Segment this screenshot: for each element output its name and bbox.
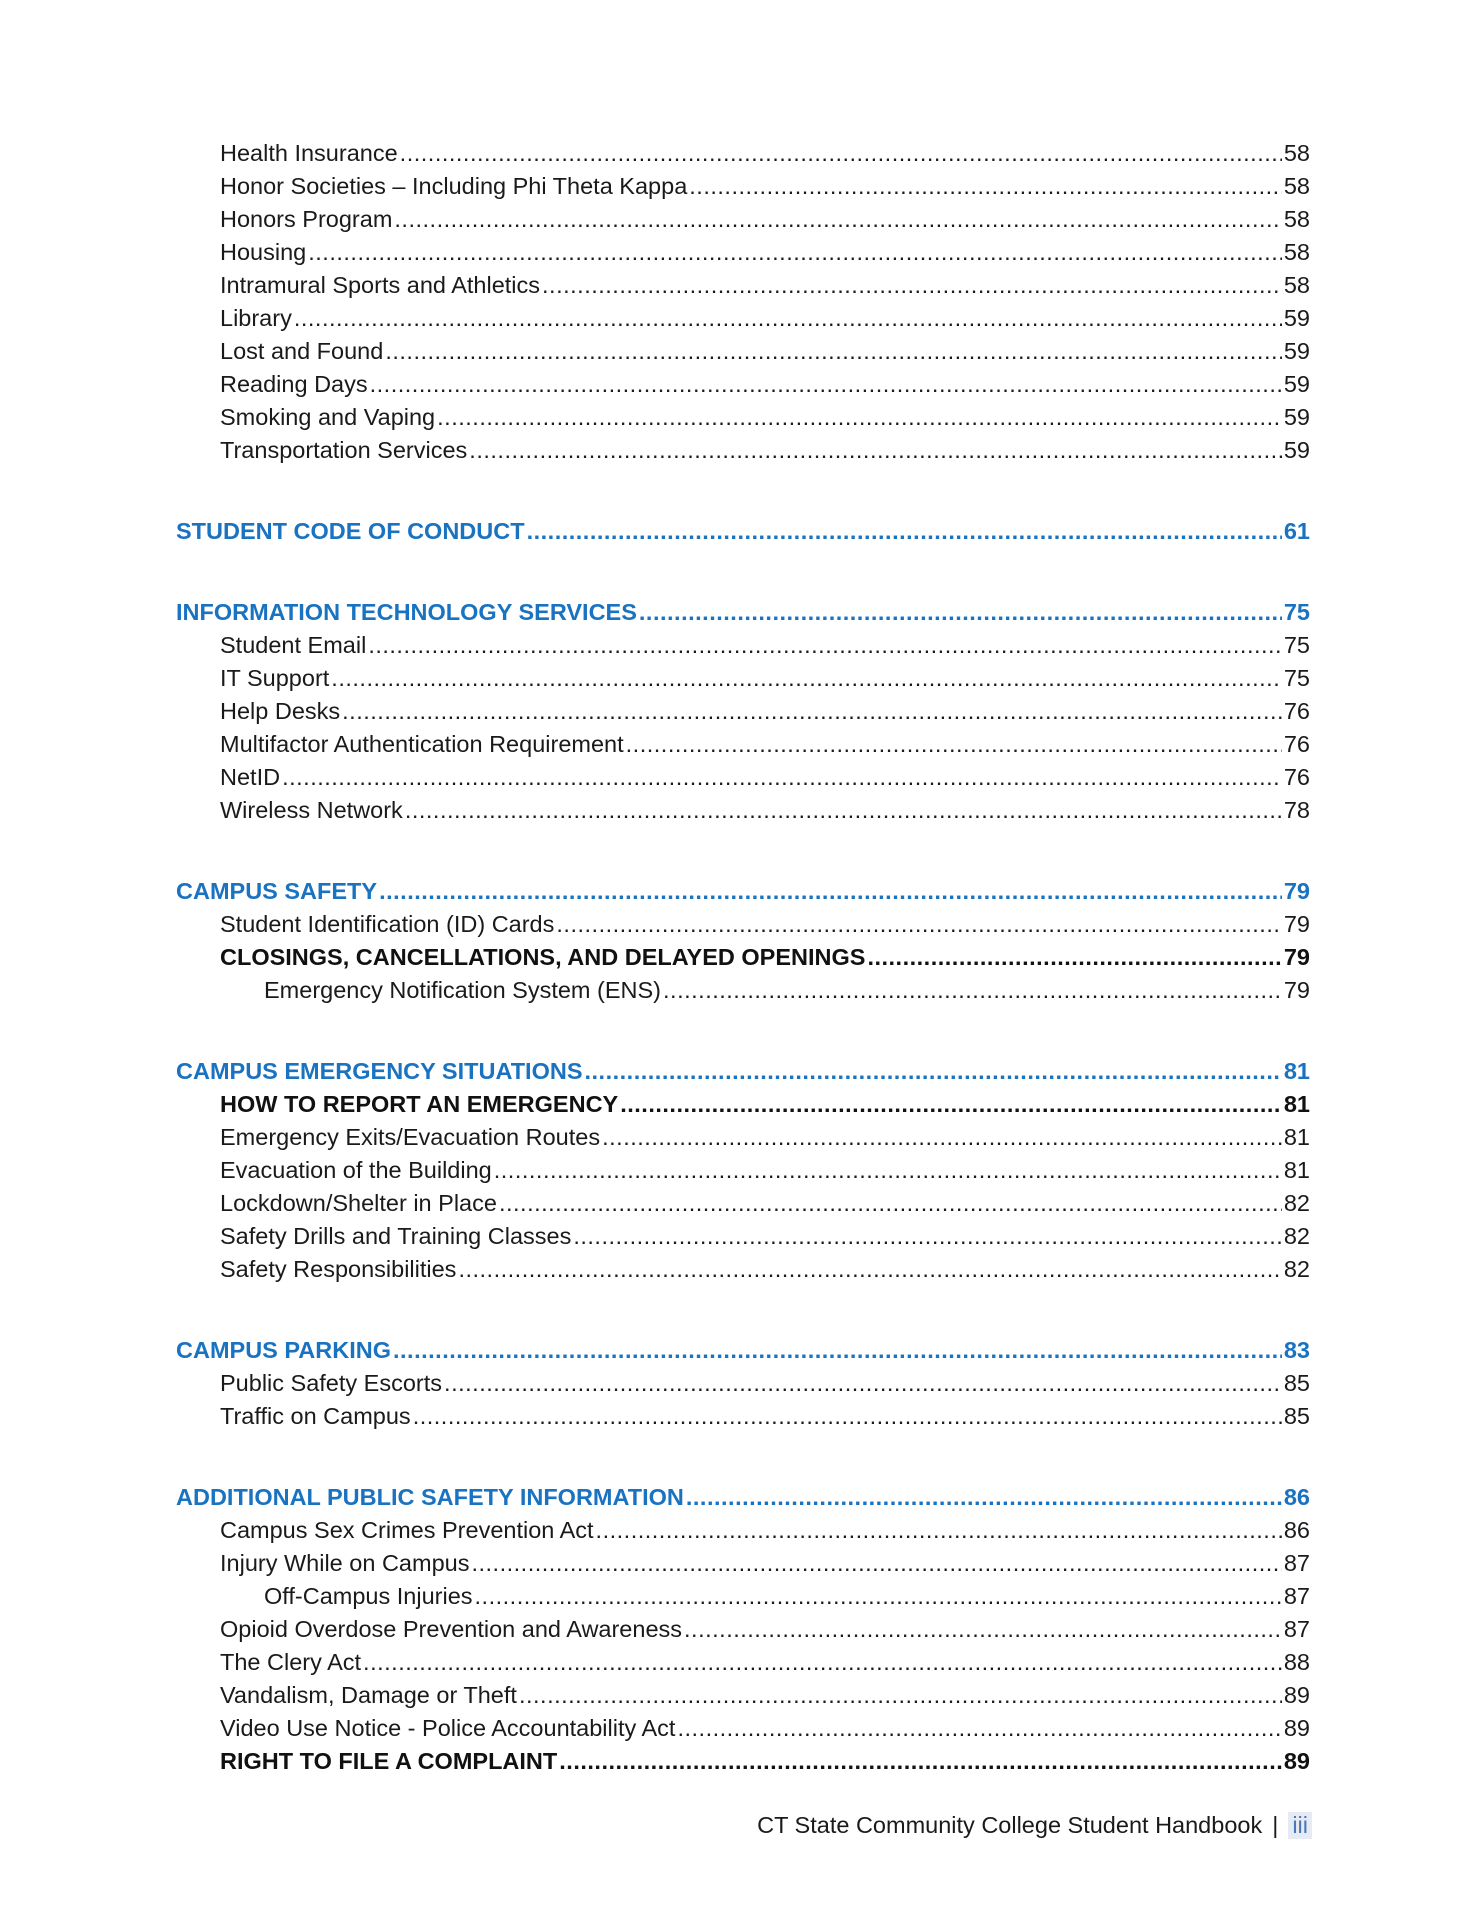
toc-row[interactable] bbox=[220, 170, 1310, 203]
dot-leader bbox=[663, 974, 1282, 1007]
toc-row[interactable] bbox=[220, 695, 1310, 728]
toc-entry[interactable] bbox=[0, 974, 1484, 1007]
toc-page-number: 79 bbox=[1283, 911, 1310, 937]
toc-page-number: 83 bbox=[1283, 1337, 1310, 1363]
toc-entry-label: CLOSINGS, CANCELLATIONS, AND DELAYED OPENINGS bbox=[220, 944, 866, 970]
dot-leader bbox=[458, 1253, 1281, 1286]
toc-page-number: 59 bbox=[1283, 338, 1310, 364]
toc-page-number: 81 bbox=[1283, 1157, 1310, 1183]
toc-row[interactable] bbox=[220, 368, 1310, 401]
dot-leader bbox=[363, 1646, 1282, 1679]
toc-entry-label: Opioid Overdose Prevention and Awareness bbox=[220, 1616, 683, 1642]
toc-page-number: 58 bbox=[1283, 206, 1310, 232]
toc-entry[interactable] bbox=[0, 1154, 1484, 1187]
dot-leader bbox=[400, 137, 1282, 170]
dot-leader bbox=[499, 1187, 1282, 1220]
dot-leader bbox=[413, 1400, 1282, 1433]
toc-entry-label: INFORMATION TECHNOLOGY SERVICES bbox=[176, 599, 637, 625]
toc-section-heading[interactable] bbox=[0, 875, 1484, 908]
dot-leader bbox=[368, 629, 1282, 662]
toc-row[interactable] bbox=[176, 596, 1310, 629]
dot-leader bbox=[494, 1154, 1282, 1187]
toc-row[interactable] bbox=[220, 335, 1310, 368]
toc-row[interactable] bbox=[220, 1187, 1310, 1220]
dot-leader bbox=[602, 1121, 1282, 1154]
toc-entry-label: Student Identification (ID) Cards bbox=[220, 911, 555, 937]
toc-row[interactable] bbox=[220, 1712, 1310, 1745]
toc-entry[interactable] bbox=[0, 1187, 1484, 1220]
toc-page-number: 59 bbox=[1283, 404, 1310, 430]
toc-entry-label: Safety Responsibilities bbox=[220, 1256, 457, 1282]
dot-leader bbox=[626, 728, 1282, 761]
toc-entry-label: Intramural Sports and Athletics bbox=[220, 272, 541, 298]
toc-section-heading[interactable] bbox=[0, 1334, 1484, 1367]
toc-row[interactable] bbox=[220, 1253, 1310, 1286]
toc-page-number: 76 bbox=[1283, 764, 1310, 790]
dot-leader bbox=[542, 269, 1282, 302]
toc-page-number: 58 bbox=[1283, 239, 1310, 265]
toc-entry-label: Traffic on Campus bbox=[220, 1403, 411, 1429]
toc-entry-label: Transportation Services bbox=[220, 437, 468, 463]
toc-entry-label: Health Insurance bbox=[220, 140, 398, 166]
dot-leader bbox=[444, 1367, 1282, 1400]
toc-page-number: 78 bbox=[1283, 797, 1310, 823]
toc-entry[interactable] bbox=[0, 1220, 1484, 1253]
toc-row[interactable] bbox=[176, 1334, 1310, 1367]
toc-row[interactable] bbox=[220, 203, 1310, 236]
footer-separator: | bbox=[1272, 1812, 1279, 1838]
toc-entry-label: Multifactor Authentication Requirement bbox=[220, 731, 624, 757]
toc-entry[interactable] bbox=[0, 1547, 1484, 1580]
dot-leader bbox=[585, 1055, 1282, 1088]
toc-row[interactable] bbox=[176, 1055, 1310, 1088]
toc-entry-label: Video Use Notice - Police Accountability Act bbox=[220, 1715, 676, 1741]
toc-page-number: 59 bbox=[1283, 371, 1310, 397]
toc-entry-label: HOW TO REPORT AN EMERGENCY bbox=[220, 1091, 619, 1117]
toc-page-number: 87 bbox=[1283, 1616, 1310, 1642]
dot-leader bbox=[331, 662, 1282, 695]
toc-entry[interactable] bbox=[0, 302, 1484, 335]
toc-row[interactable] bbox=[220, 1400, 1310, 1433]
dot-leader bbox=[385, 335, 1282, 368]
toc-row[interactable] bbox=[220, 1154, 1310, 1187]
toc-page-number: 86 bbox=[1283, 1517, 1310, 1543]
toc-entry-label: NetID bbox=[220, 764, 281, 790]
toc-entry[interactable] bbox=[0, 629, 1484, 662]
toc-page-number: 87 bbox=[1283, 1583, 1310, 1609]
toc-entry[interactable] bbox=[0, 908, 1484, 941]
toc-page-number: 59 bbox=[1283, 437, 1310, 463]
toc-page-number: 81 bbox=[1283, 1124, 1310, 1150]
toc-entry-label: Evacuation of the Building bbox=[220, 1157, 492, 1183]
toc-entry-label: Student Email bbox=[220, 632, 367, 658]
dot-leader bbox=[379, 875, 1282, 908]
toc-entry[interactable] bbox=[0, 401, 1484, 434]
toc-entry-label: Off-Campus Injuries bbox=[264, 1583, 473, 1609]
toc-entry-label: Injury While on Campus bbox=[220, 1550, 470, 1576]
toc-page-number: 89 bbox=[1283, 1715, 1310, 1741]
toc-page-number: 81 bbox=[1283, 1058, 1310, 1084]
toc-entry[interactable] bbox=[0, 1400, 1484, 1433]
toc-entry-label: Housing bbox=[220, 239, 307, 265]
toc-row[interactable] bbox=[220, 728, 1310, 761]
dot-leader bbox=[282, 761, 1282, 794]
toc-page-number: 87 bbox=[1283, 1550, 1310, 1576]
toc-row[interactable] bbox=[176, 515, 1310, 548]
footer-title: CT State Community College Student Handbook bbox=[757, 1812, 1263, 1838]
toc-page-number: 58 bbox=[1283, 140, 1310, 166]
toc-page-number: 88 bbox=[1283, 1649, 1310, 1675]
toc-entry[interactable] bbox=[0, 1514, 1484, 1547]
toc-row[interactable] bbox=[176, 875, 1310, 908]
toc-entry-label: IT Support bbox=[220, 665, 330, 691]
toc-entry-label: Smoking and Vaping bbox=[220, 404, 436, 430]
toc-entry[interactable] bbox=[0, 203, 1484, 236]
toc-entry-label: Help Desks bbox=[220, 698, 341, 724]
page-footer bbox=[757, 1812, 1312, 1839]
dot-leader bbox=[689, 170, 1282, 203]
toc-row[interactable] bbox=[264, 1580, 1310, 1613]
dot-leader bbox=[559, 1745, 1282, 1778]
toc-entry[interactable] bbox=[0, 1745, 1484, 1778]
toc-entry-label: Lockdown/Shelter in Place bbox=[220, 1190, 497, 1216]
toc-entry-label: The Clery Act bbox=[220, 1649, 362, 1675]
toc-page-number: 89 bbox=[1283, 1682, 1310, 1708]
toc-page-number: 75 bbox=[1283, 665, 1310, 691]
toc-page-number: 59 bbox=[1283, 305, 1310, 331]
footer-page-number: iii bbox=[1288, 1812, 1312, 1839]
toc-page-number: 79 bbox=[1283, 878, 1310, 904]
toc-page-number: 79 bbox=[1283, 977, 1310, 1003]
toc-entry[interactable] bbox=[0, 1088, 1484, 1121]
toc-entry-label: Emergency Notification System (ENS) bbox=[264, 977, 662, 1003]
toc-page-number: 81 bbox=[1283, 1091, 1310, 1117]
toc-row[interactable] bbox=[176, 1481, 1310, 1514]
dot-leader bbox=[620, 1088, 1282, 1121]
toc-page-number: 58 bbox=[1283, 272, 1310, 298]
dot-leader bbox=[437, 401, 1282, 434]
toc-entry[interactable] bbox=[0, 434, 1484, 467]
dot-leader bbox=[342, 695, 1282, 728]
toc-entry-label: Safety Drills and Training Classes bbox=[220, 1223, 572, 1249]
toc-row[interactable] bbox=[220, 761, 1310, 794]
toc-entry[interactable] bbox=[0, 662, 1484, 695]
table-of-contents bbox=[0, 137, 1484, 1778]
toc-entry-label: Wireless Network bbox=[220, 797, 403, 823]
toc-entry-label: Emergency Exits/Evacuation Routes bbox=[220, 1124, 601, 1150]
toc-row[interactable] bbox=[220, 941, 1310, 974]
toc-row[interactable] bbox=[220, 908, 1310, 941]
toc-entry-label: STUDENT CODE OF CONDUCT bbox=[176, 518, 525, 544]
toc-entry-label: Public Safety Escorts bbox=[220, 1370, 443, 1396]
toc-page-number: 76 bbox=[1283, 731, 1310, 757]
toc-entry[interactable] bbox=[0, 1367, 1484, 1400]
toc-entry-label: Honors Program bbox=[220, 206, 393, 232]
toc-page-number: 79 bbox=[1283, 944, 1310, 970]
toc-page-number: 75 bbox=[1283, 632, 1310, 658]
dot-leader bbox=[471, 1547, 1281, 1580]
toc-row[interactable] bbox=[220, 1514, 1310, 1547]
dot-leader bbox=[867, 941, 1281, 974]
toc-section-heading[interactable] bbox=[0, 596, 1484, 629]
toc-entry-label: CAMPUS PARKING bbox=[176, 1337, 391, 1363]
toc-entry-label: RIGHT TO FILE A COMPLAINT bbox=[220, 1748, 558, 1774]
toc-entry[interactable] bbox=[0, 170, 1484, 203]
toc-row[interactable] bbox=[220, 1121, 1310, 1154]
dot-leader bbox=[370, 368, 1282, 401]
toc-entry[interactable] bbox=[0, 728, 1484, 761]
toc-entry[interactable] bbox=[0, 1679, 1484, 1712]
toc-entry[interactable] bbox=[0, 1646, 1484, 1679]
toc-row[interactable] bbox=[220, 137, 1310, 170]
toc-row[interactable] bbox=[220, 434, 1310, 467]
toc-page-number: 58 bbox=[1283, 173, 1310, 199]
toc-row[interactable] bbox=[264, 974, 1310, 1007]
toc-page-number: 85 bbox=[1283, 1403, 1310, 1429]
dot-leader bbox=[684, 1613, 1282, 1646]
dot-leader bbox=[556, 908, 1281, 941]
dot-leader bbox=[393, 1334, 1282, 1367]
toc-entry[interactable] bbox=[0, 761, 1484, 794]
toc-entry[interactable] bbox=[0, 1712, 1484, 1745]
toc-entry-label: Library bbox=[220, 305, 292, 331]
toc-row[interactable] bbox=[220, 1367, 1310, 1400]
toc-entry-label: CAMPUS SAFETY bbox=[176, 878, 378, 904]
toc-entry-label: Campus Sex Crimes Prevention Act bbox=[220, 1517, 594, 1543]
toc-section-heading[interactable] bbox=[0, 515, 1484, 548]
dot-leader bbox=[394, 203, 1281, 236]
toc-page-number: 75 bbox=[1283, 599, 1310, 625]
toc-row[interactable] bbox=[220, 1613, 1310, 1646]
toc-row[interactable] bbox=[220, 302, 1310, 335]
dot-leader bbox=[519, 1679, 1282, 1712]
toc-row[interactable] bbox=[220, 236, 1310, 269]
toc-row[interactable] bbox=[220, 269, 1310, 302]
toc-page-number: 89 bbox=[1283, 1748, 1310, 1774]
dot-leader bbox=[527, 515, 1282, 548]
dot-leader bbox=[573, 1220, 1282, 1253]
dot-leader bbox=[596, 1514, 1282, 1547]
toc-entry[interactable] bbox=[0, 941, 1484, 974]
toc-entry[interactable] bbox=[0, 269, 1484, 302]
toc-entry-label: Honor Societies – Including Phi Theta Kappa bbox=[220, 173, 688, 199]
toc-page-number: 82 bbox=[1283, 1256, 1310, 1282]
toc-row[interactable] bbox=[220, 1679, 1310, 1712]
toc-entry-label: CAMPUS EMERGENCY SITUATIONS bbox=[176, 1058, 583, 1084]
dot-leader bbox=[686, 1481, 1282, 1514]
toc-entry-label: Reading Days bbox=[220, 371, 368, 397]
toc-entry-label: Vandalism, Damage or Theft bbox=[220, 1682, 517, 1708]
toc-entry-label: ADDITIONAL PUBLIC SAFETY INFORMATION bbox=[176, 1484, 684, 1510]
dot-leader bbox=[639, 596, 1282, 629]
dot-leader bbox=[294, 302, 1282, 335]
toc-row[interactable] bbox=[220, 1745, 1310, 1778]
toc-row[interactable] bbox=[220, 662, 1310, 695]
dot-leader bbox=[475, 1580, 1282, 1613]
toc-page-number: 61 bbox=[1283, 518, 1310, 544]
dot-leader bbox=[308, 236, 1282, 269]
toc-entry[interactable] bbox=[0, 368, 1484, 401]
toc-entry[interactable] bbox=[0, 335, 1484, 368]
toc-page-number: 82 bbox=[1283, 1190, 1310, 1216]
toc-entry[interactable] bbox=[0, 1580, 1484, 1613]
toc-section-heading[interactable] bbox=[0, 1055, 1484, 1088]
toc-row[interactable] bbox=[220, 1220, 1310, 1253]
toc-entry[interactable] bbox=[0, 137, 1484, 170]
toc-row[interactable] bbox=[220, 1088, 1310, 1121]
toc-row[interactable] bbox=[220, 1646, 1310, 1679]
toc-row[interactable] bbox=[220, 401, 1310, 434]
toc-section-heading[interactable] bbox=[0, 1481, 1484, 1514]
dot-leader bbox=[677, 1712, 1281, 1745]
dot-leader bbox=[469, 434, 1282, 467]
toc-entry[interactable] bbox=[0, 1613, 1484, 1646]
toc-entry[interactable] bbox=[0, 794, 1484, 827]
toc-page-number: 82 bbox=[1283, 1223, 1310, 1249]
toc-entry[interactable] bbox=[0, 1253, 1484, 1286]
dot-leader bbox=[405, 794, 1282, 827]
toc-entry[interactable] bbox=[0, 1121, 1484, 1154]
toc-row[interactable] bbox=[220, 1547, 1310, 1580]
toc-page-number: 76 bbox=[1283, 698, 1310, 724]
toc-page-number: 86 bbox=[1283, 1484, 1310, 1510]
toc-entry[interactable] bbox=[0, 695, 1484, 728]
toc-row[interactable] bbox=[220, 629, 1310, 662]
toc-page-number: 85 bbox=[1283, 1370, 1310, 1396]
toc-entry-label: Lost and Found bbox=[220, 338, 384, 364]
toc-row[interactable] bbox=[220, 794, 1310, 827]
toc-entry[interactable] bbox=[0, 236, 1484, 269]
